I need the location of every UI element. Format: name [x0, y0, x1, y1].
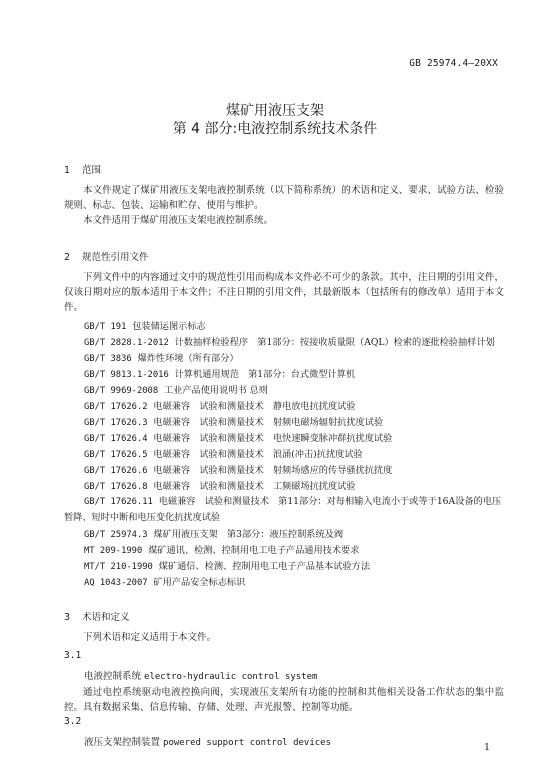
section-heading-normative-references	[64, 249, 149, 263]
reference-item: MT/T 210-1990 煤矿通信、检测、控制用电工电子产品基本试验方法	[84, 561, 371, 572]
scope-paragraph-2: 本文件适用于煤矿用液压支架电液控制系统。	[83, 215, 274, 226]
page-number: 1	[483, 742, 490, 753]
reference-item: GB/T 9813.1-2016 计算机通用规范 第1部分：台式微型计算机	[84, 369, 356, 380]
term-number: 3.2	[64, 716, 82, 727]
section-title: 规范性引用文件	[82, 252, 149, 263]
reference-item: MT 209-1990 煤矿通讯、检测、控制用电工电子产品通用技术要求	[84, 545, 360, 556]
section-number: 2	[64, 252, 71, 263]
document-title-line1: 煤矿用液压支架	[226, 103, 324, 119]
references-intro: 下列文件中的内容通过文中的规范性引用而构成本文件必不可少的条款。其中，注日期的引用文件，仅该日期对应的版本适用于本文件；不注日期的引用文件，其最新版本（包括所有的修改单）适用于本文件。	[64, 272, 504, 313]
section-heading-scope	[64, 162, 101, 176]
terms-intro: 下列术语和定义适用于本文件。	[83, 632, 217, 643]
term-heading: 液压支架控制装置 powered support control devices	[84, 737, 332, 748]
section-number: 3	[64, 612, 71, 623]
term-number: 3.1	[64, 650, 82, 661]
term-heading: 电液控制系统 electro-hydraulic control system	[84, 671, 318, 682]
section-title: 范围	[82, 165, 102, 176]
scope-paragraph-1: 本文件规定了煤矿用液压支架电液控制系统（以下简称系统）的术语和定义、要求、试验方法、检验规则、标志、包装、运输和贮存、使用与维护。	[64, 185, 504, 211]
section-title: 术语和定义	[82, 612, 130, 623]
standard-number: GB 25974.4—20XX	[409, 58, 498, 69]
reference-item: GB/T 17626.2 电磁兼容 试验和测量技术 静电放电抗扰度试验	[84, 401, 356, 412]
reference-item: GB/T 9969-2008 工业产品使用说明书 总则	[84, 385, 268, 396]
section-heading-terms	[64, 609, 130, 623]
reference-item: GB/T 17626.5 电磁兼容 试验和测量技术 浪涌(冲击)抗扰度试验	[84, 449, 363, 460]
reference-item: GB/T 2828.1-2012 计数抽样检验程序 第1部分：按接收质量限（AQL）检索的逐批检验抽样计划	[84, 337, 495, 348]
term-definition: 通过电控系统驱动电液控换向阀，实现液压支架所有功能的控制和其他相关设备工作状态的集中监控。具有数据采集、信息传输、存储、处理、声光报警、控制等功能。	[64, 687, 504, 713]
reference-item: GB/T 3836 爆炸性环境（所有部分）	[84, 353, 239, 364]
reference-item: GB/T 17626.3 电磁兼容 试验和测量技术 射频电磁场辐射抗扰度试验	[84, 417, 384, 428]
document-title-line2: 第 4 部分:电液控制系统技术条件	[172, 121, 378, 137]
reference-item: GB/T 17626.8 电磁兼容 试验和测量技术 工频磁场抗扰度试验	[84, 481, 356, 492]
reference-item-long: GB/T 17626.11 电磁兼容 试验和测量技术 第11部分：对每相输入电流小于或等于16A设备的电压暂降、短时中断和电压变化抗扰度试验	[64, 496, 502, 523]
reference-item: GB/T 25974.3 煤矿用液压支架 第3部分：液压控制系统及阀	[84, 529, 344, 540]
reference-item: GB/T 17626.4 电磁兼容 试验和测量技术 电快速瞬变脉冲群抗扰度试验	[84, 433, 393, 444]
reference-item: AQ 1043-2007 矿用产品安全标志标识	[84, 577, 246, 588]
reference-item: GB/T 17626.6 电磁兼容 试验和测量技术 射频场感应的传导骚扰抗扰度	[84, 465, 393, 476]
section-number: 1	[64, 165, 71, 176]
reference-item: GB/T 191 包装储运图示标志	[84, 321, 206, 332]
